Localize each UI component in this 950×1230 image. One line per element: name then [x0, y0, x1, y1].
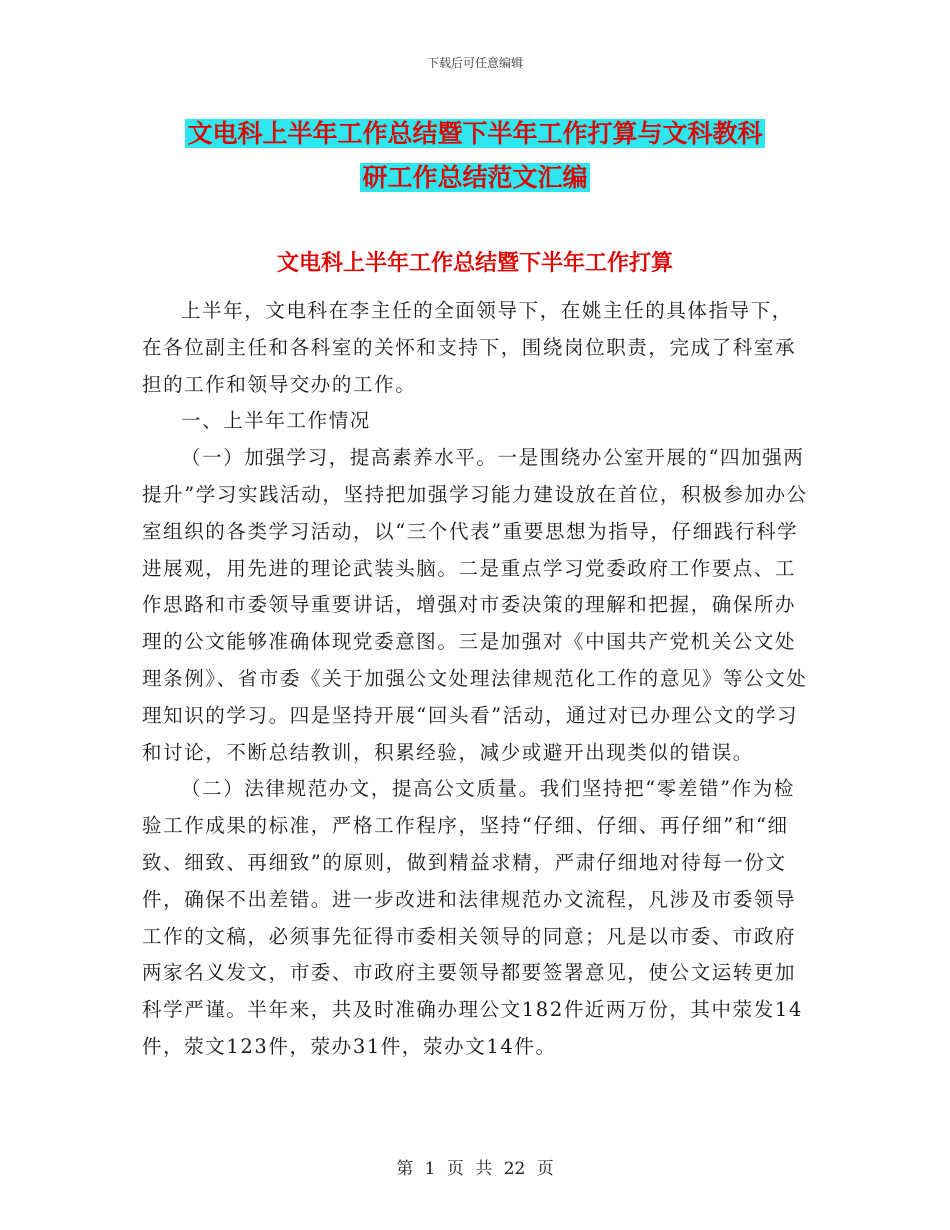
paragraph-document-quality: （二）法律规范办文，提高公文质量。我们坚持把“零差错”作为检验工作成果的标准，严格工作程序，坚持“仔细、仔细、再仔细”和“细致、细致、再细致”的原则，做到精益求精，严肃仔细地对待每一份文件，确保不出差错。进一步改进和法律规范办文流程，凡涉及市委领导工作的文稿，必须事先征得市委相关领导的同意；凡是以市委、市政府两家名义发文，市委、市政府主要领导都要签署意见，使公文运转更加科学严谨。半年来，共及时准确办理公文182件近两万份，其中荥发14件，荥文123件，荥办31件，荥办文14件。: [142, 777, 803, 1058]
document-title-line-1: 文电科上半年工作总结暨下半年工作打算与文科教科: [187, 119, 763, 148]
page-header-note: 下载后可任意编辑: [426, 56, 523, 70]
document-body: [142, 293, 808, 1066]
paragraph-heading-1: 一、上半年工作情况: [181, 409, 371, 433]
paragraph-intro: 上半年，文电科在李主任的全面领导下，在姚主任的具体指导下，在各位副主任和各科室的关怀和支持下，围绕岗位职责，完成了科室承担的工作和领导交办的工作。: [142, 299, 797, 396]
section-title: 文电科上半年工作总结暨下半年工作打算: [276, 250, 673, 276]
paragraph-study: （一）加强学习，提高素养水平。一是围绕办公室开展的“四加强两提升”学习实践活动，坚持把加强学习能力建设放在首位，积极参加办公室组织的各类学习活动，以“三个代表”重要思想为指导，仔细践行科学进展观，用先进的理论武装头脑。二是重点学习党委政府工作要点、工作思路和市委领导重要讲话，增强对市委决策的理解和把握，确保所办理的公文能够准确体现党委意图。三是加强对《中国共产党机关公文处理条例》、省市委《关于加强公文处理法律规范化工作的意见》等公文处理知识的学习。四是坚持开展“回头看”活动，通过对已办理公文的学习和讨论，不断总结教训，积累经验，减少或避开出现类似的错误。: [142, 446, 808, 764]
document-title-line-2: 研工作总结范文汇编: [362, 163, 588, 192]
document-title: [0, 112, 950, 200]
page-number-footer: 第 1 页 共 22 页: [396, 1159, 554, 1179]
